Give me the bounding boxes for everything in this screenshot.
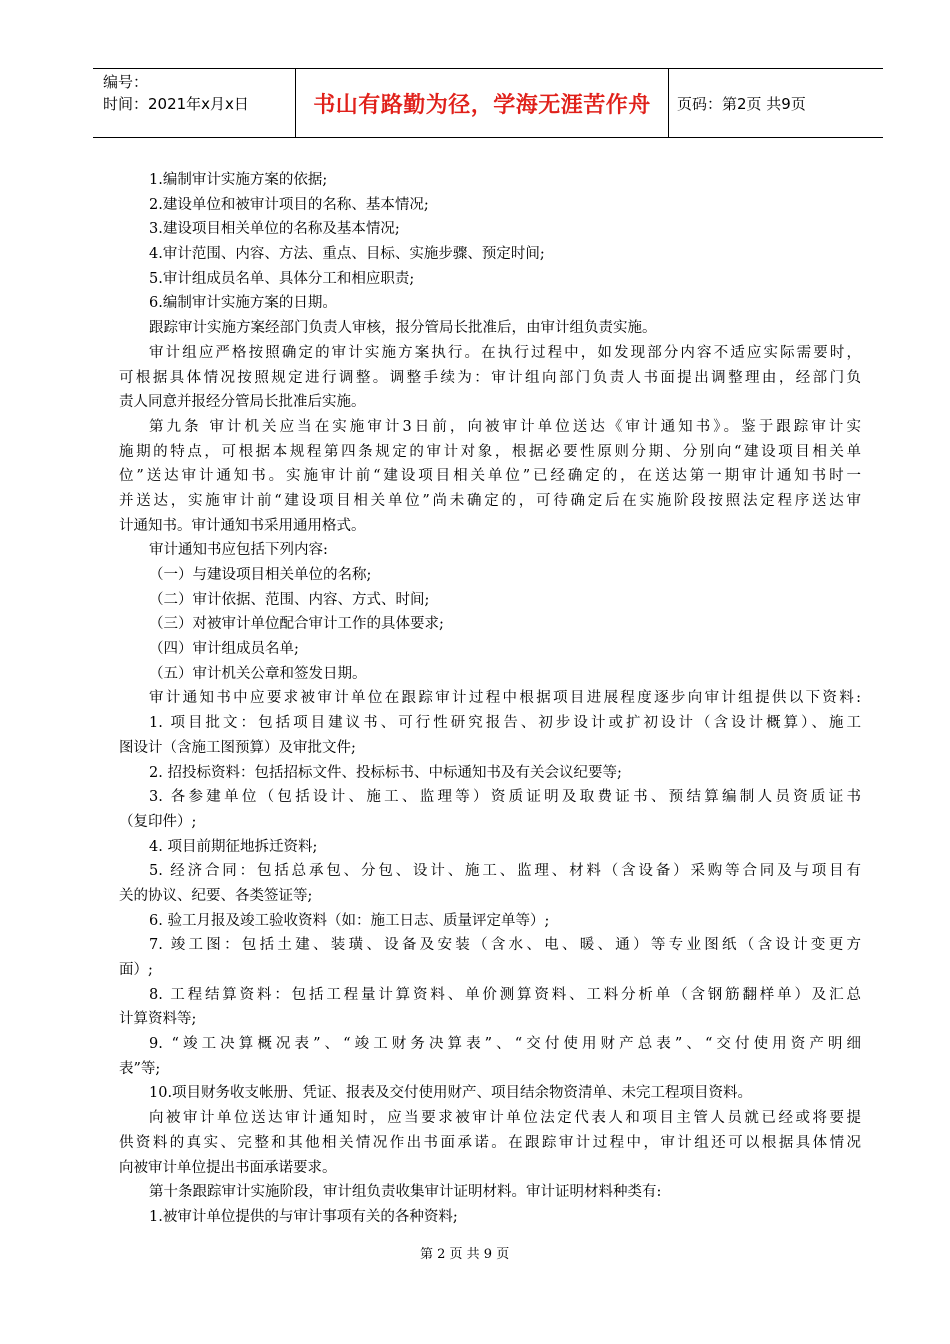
text-line: 可根据具体情况按照规定进行调整。调整手续为：审计组向部门负责人书面提出调整理由，经部门负 [119, 369, 861, 386]
text-line: （三）对被审计单位配合审计工作的具体要求; [149, 616, 444, 633]
text-line: 表”等; [119, 1060, 161, 1077]
document-time-label: 时间：2021年x月x日 [103, 95, 249, 113]
text-line: 跟踪审计实施方案经部门负责人审核，报分管局长批准后，由审计组负责实施。 [149, 320, 657, 337]
footer-page-number: 第 2 页 共 9 页 [420, 1247, 510, 1262]
text-line: 6. 验工月报及竣工验收资料（如：施工日志、质量评定单等）; [149, 912, 550, 929]
text-line: 8. 工程结算资料：包括工程量计算资料、单价测算资料、工料分析单（含钢筋翻样单）及汇总 [149, 986, 861, 1003]
page-footer [0, 1243, 950, 1262]
text-line: 4.审计范围、内容、方法、重点、目标、实施步骤、预定时间; [149, 246, 545, 263]
text-line: 关的协议、纪要、各类签证等; [119, 887, 313, 904]
text-line: 面）; [119, 962, 153, 978]
text-line: （一）与建设项目相关单位的名称; [149, 567, 372, 583]
text-line: 审计通知书中应要求被审计单位在跟踪审计过程中根据项目进展程度逐步向审计组提供以下资料: [149, 690, 861, 707]
text-line: 5. 经济合同：包括总承包、分包、设计、施工、监理、材料（含设备）采购等合同及与项目有 [149, 863, 861, 880]
text-line: （四）审计组成员名单; [149, 641, 299, 658]
text-line: 3. 各参建单位（包括设计、施工、监理等）资质证明及取费证书、预结算编制人员资质证书 [149, 789, 861, 806]
header-page-number: 页码：第2页 共9页 [677, 94, 806, 113]
text-line: 向被审计单位送达审计通知时，应当要求被审计单位法定代表人和项目主管人员就已经或将要提 [149, 1110, 861, 1127]
text-line: 2. 招投标资料：包括招标文件、投标标书、中标通知书及有关会议纪要等; [149, 764, 622, 781]
text-line: （五）审计机关公章和签发日期。 [149, 665, 367, 682]
text-line: （复印件）; [119, 813, 197, 830]
text-line: 2.建设单位和被审计项目的名称、基本情况; [149, 196, 429, 213]
text-line: 向被审计单位提出书面承诺要求。 [119, 1159, 337, 1176]
document-body [119, 168, 861, 1230]
text-line: 审计组应严格按照确定的审计实施方案执行。在执行过程中，如发现部分内容不适应实际需要时， [149, 344, 861, 361]
text-line: 位”送达审计通知书。实施审计前“建设项目相关单位”已经确定的，在送达第一期审计通知书时一 [119, 468, 861, 485]
text-line: 5.审计组成员名单、具体分工和相应职责; [149, 270, 415, 287]
text-line: 供资料的真实、完整和其他相关情况作出书面承诺。在跟踪审计过程中，审计组还可以根据具体情况 [119, 1134, 861, 1151]
text-line: 并送达，实施审计前“建设项目相关单位”尚未确定的，可待确定后在实施阶段按照法定程序送达审 [119, 492, 861, 509]
motto-text: 书山有路勤为径，学海无涯苦作舟 [313, 92, 651, 118]
text-line: 9. “竣工决算概况表”、“竣工财务决算表”、“交付使用财产总表”、“交付使用资产明细 [149, 1036, 861, 1053]
text-line: 3.建设项目相关单位的名称及基本情况; [149, 221, 400, 238]
text-line: 4. 项目前期征地拆迁资料; [149, 838, 318, 855]
header-motto-cell [296, 69, 669, 137]
header-left-cell [93, 69, 296, 137]
text-line: 第十条跟踪审计实施阶段，审计组负责收集审计证明材料。审计证明材料种类有: [149, 1184, 662, 1201]
text-line: 图设计（含施工图预算）及审批文件; [119, 739, 356, 756]
text-line: 7. 竣工图：包括土建、装璜、设备及安装（含水、电、暖、通）等专业图纸（含设计变更方 [149, 937, 861, 954]
text-line: 10.项目财务收支帐册、凭证、报表及交付使用财产、项目结余物资清单、未完工程项目资料。 [149, 1085, 753, 1102]
text-line: 6.编制审计实施方案的日期。 [149, 295, 337, 312]
text-line: 1.被审计单位提供的与审计事项有关的各种资料; [149, 1208, 458, 1225]
document-number-label: 编号： [103, 73, 149, 91]
header-page-cell [669, 69, 883, 137]
text-line: （二）审计依据、范围、内容、方式、时间; [149, 591, 430, 608]
text-line: 第九条 审计机关应当在实施审计3日前，向被审计单位送达《审计通知书》。鉴于跟踪审计实 [149, 418, 861, 435]
text-line: 审计通知书应包括下列内容: [149, 542, 328, 559]
text-line: 计算资料等; [119, 1011, 197, 1028]
text-line: 1.编制审计实施方案的依据; [149, 172, 328, 188]
text-line: 施期的特点，可根据本规程第四条规定的审计对象，根据必要性原则分期、分别向“建设项目相关单 [119, 443, 861, 460]
text-line: 责人同意并报经分管局长批准后实施。 [119, 394, 366, 411]
text-line: 1. 项目批文：包括项目建议书、可行性研究报告、初步设计或扩初设计（含设计概算）、施工 [149, 715, 861, 732]
text-line: 计通知书。审计通知书采用通用格式。 [119, 517, 366, 534]
page-header [93, 68, 883, 138]
